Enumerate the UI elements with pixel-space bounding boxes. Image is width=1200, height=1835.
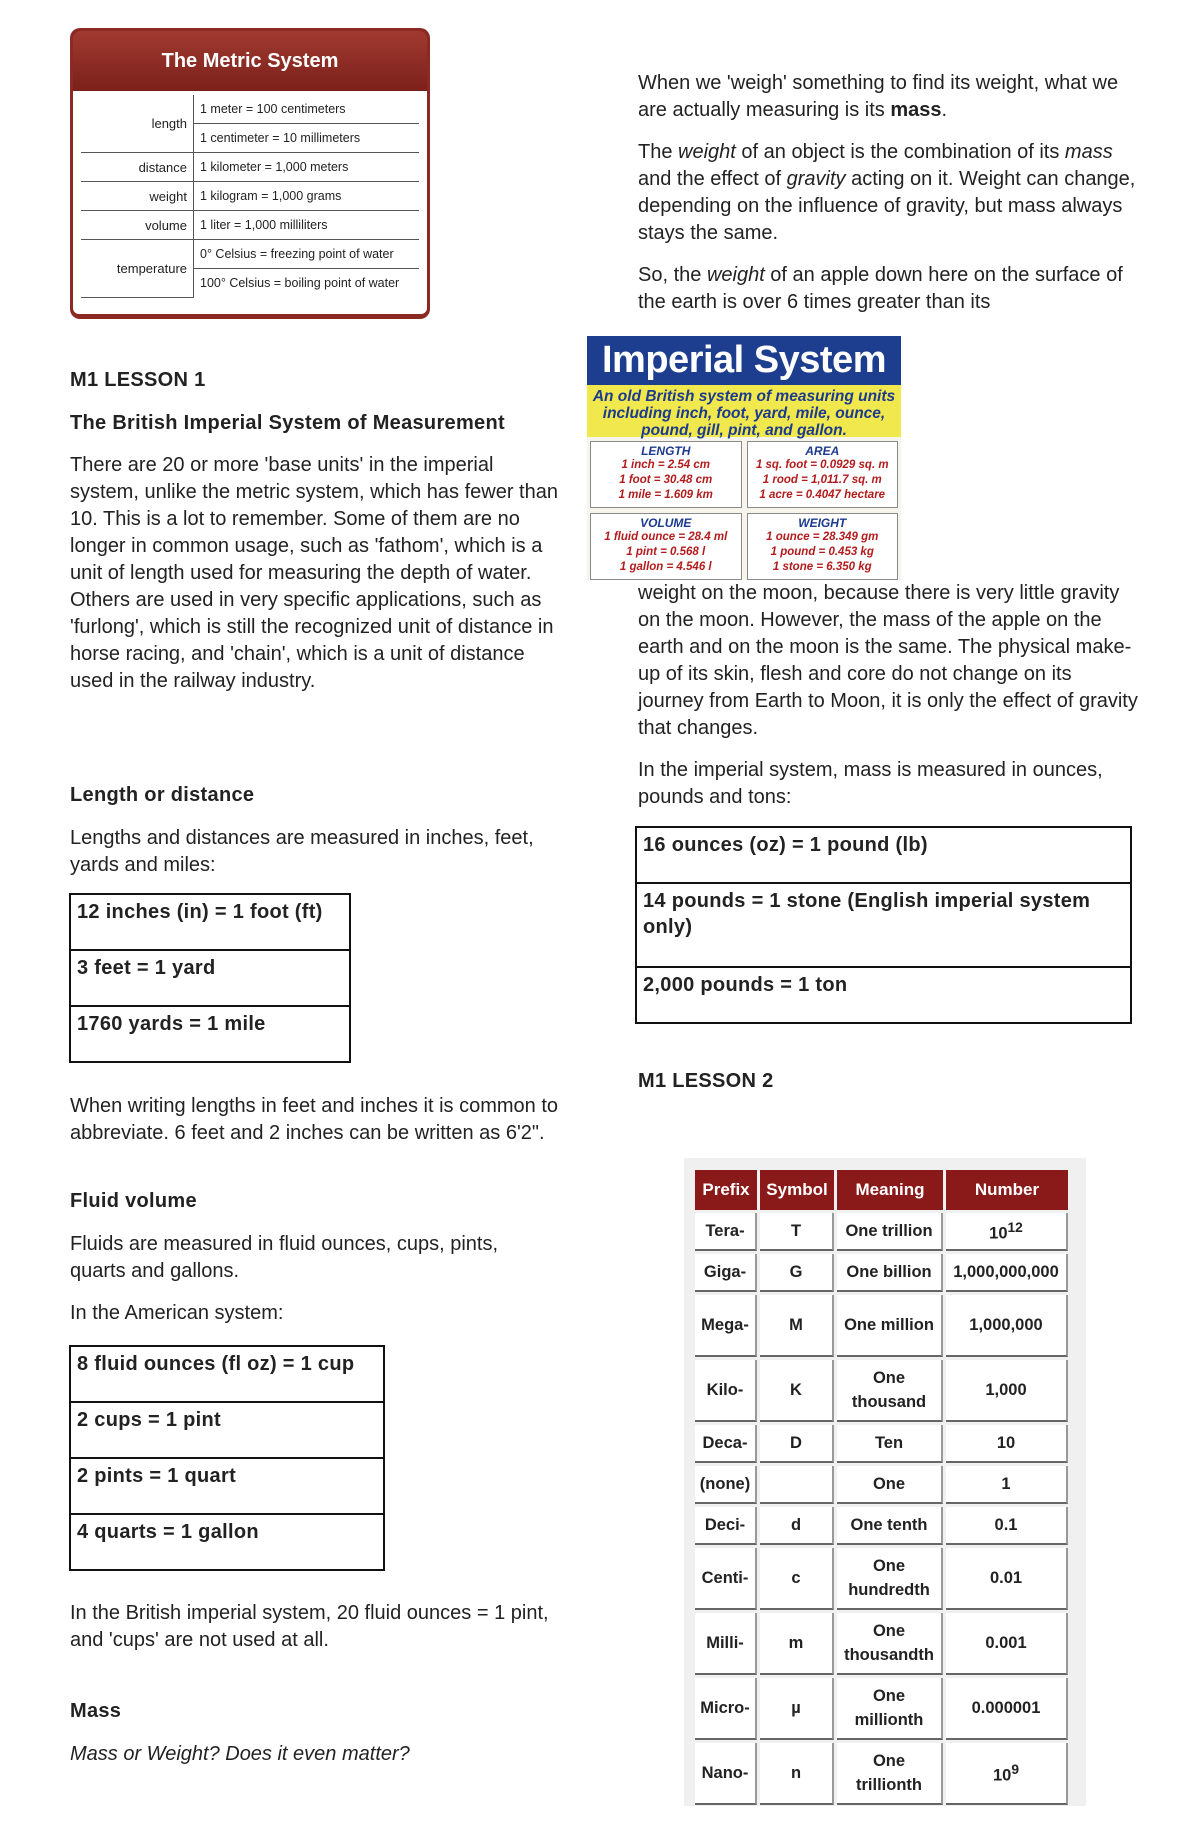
meaning-cell: One thousand bbox=[837, 1360, 943, 1422]
imperial-mass-text: In the imperial system, mass is measured in ounces, pounds and tons: bbox=[638, 759, 1103, 808]
metric-title: The Metric System bbox=[73, 31, 427, 91]
table-row bbox=[695, 1213, 1068, 1251]
metric-label: distance bbox=[81, 153, 194, 182]
symbol-cell: M bbox=[760, 1295, 834, 1357]
table-cell: 12 inches (in) = 1 foot (ft) bbox=[70, 894, 350, 950]
metric-value: 1 kilometer = 1,000 meters bbox=[194, 153, 420, 182]
weigh-paragraph: When we 'weigh' something to find its weight, what we are actually measuring is its mass. bbox=[638, 72, 1119, 121]
table-cell: 16 ounces (oz) = 1 pound (lb) bbox=[636, 827, 1131, 883]
cell-heading: LENGTH bbox=[641, 444, 691, 458]
metric-value: 0° Celsius = freezing point of water bbox=[194, 240, 420, 269]
apple-text: of an apple down here on the surface of the earth is over 6 times greater than its bbox=[638, 264, 1123, 313]
symbol-cell: D bbox=[760, 1425, 834, 1463]
meaning-cell: One million bbox=[837, 1295, 943, 1357]
column-header: Symbol bbox=[760, 1170, 834, 1210]
metric-row bbox=[81, 153, 419, 182]
british-text: In the British imperial system, 20 fluid ounces = 1 pint, and 'cups' are not used at all. bbox=[70, 1602, 549, 1651]
prefix-cell: Deca- bbox=[695, 1425, 757, 1463]
number-cell: 1 bbox=[946, 1466, 1068, 1504]
meaning-cell: One tenth bbox=[837, 1507, 943, 1545]
table-row bbox=[695, 1295, 1068, 1357]
meaning-cell: One trillion bbox=[837, 1213, 943, 1251]
number-exponent: 9 bbox=[1011, 1762, 1019, 1778]
number-exponent: 12 bbox=[1007, 1220, 1023, 1236]
cell-heading: AREA bbox=[805, 444, 840, 458]
apple-text: So, the bbox=[638, 264, 707, 286]
imperial-cell-area bbox=[747, 441, 899, 508]
prefix-table-image bbox=[684, 1158, 1086, 1806]
symbol-cell: µ bbox=[760, 1678, 834, 1740]
prefix-cell: Giga- bbox=[695, 1254, 757, 1292]
header-row bbox=[695, 1170, 1068, 1210]
metric-row bbox=[81, 95, 419, 124]
meaning-cell: One hundredth bbox=[837, 1548, 943, 1610]
prefix-cell: Milli- bbox=[695, 1613, 757, 1675]
imperial-system-image bbox=[587, 336, 901, 580]
length-heading: Length or distance bbox=[70, 784, 255, 806]
weight-text: of an object is the combination of its bbox=[735, 141, 1065, 163]
imperial-title: Imperial System bbox=[587, 336, 901, 385]
number-cell: 1,000,000 bbox=[946, 1295, 1068, 1357]
number-cell: 10 bbox=[946, 1425, 1068, 1463]
fluid-table bbox=[69, 1345, 385, 1571]
weight-em: weight bbox=[706, 264, 765, 286]
weight-paragraph bbox=[638, 139, 1138, 247]
symbol-cell: d bbox=[760, 1507, 834, 1545]
imperial-subtitle: An old British system of measuring units including inch, foot, yard, mile, ounce, pound, gill, pint, and gallon. bbox=[587, 385, 901, 437]
table-row bbox=[695, 1466, 1068, 1504]
weigh-text: When we 'weigh' something to find its weight, what we are actually measuring is its bbox=[638, 72, 1119, 121]
cell-line: 1 ounce = 28.349 gm bbox=[766, 531, 879, 543]
cell-line: 1 pound = 0.453 kg bbox=[770, 546, 874, 558]
metric-value: 1 centimeter = 10 millimeters bbox=[194, 124, 420, 153]
cell-line: 1 foot = 30.48 cm bbox=[619, 474, 713, 486]
symbol-cell bbox=[760, 1466, 834, 1504]
cell-line: 1 sq. foot = 0.0929 sq. m bbox=[755, 459, 889, 471]
number-base: 10 bbox=[992, 1766, 1012, 1785]
metric-table bbox=[81, 95, 419, 298]
table-cell: 8 fluid ounces (fl oz) = 1 cup bbox=[70, 1346, 384, 1402]
number-cell: 0.1 bbox=[946, 1507, 1068, 1545]
prefix-cell: Tera- bbox=[695, 1213, 757, 1251]
imperial-cell-weight bbox=[747, 513, 899, 580]
metric-row bbox=[81, 211, 419, 240]
table-row bbox=[695, 1254, 1068, 1292]
weight-em: weight bbox=[678, 141, 736, 163]
table-cell: 4 quarts = 1 gallon bbox=[70, 1514, 384, 1570]
intro-paragraph: There are 20 or more 'base units' in the imperial system, unlike the metric system, which has fewer than 10. This is a lot to remember. Some of them are no longer in common usage, such as 'fathom', which is a unit of length used for measuring the depth of water. Others are used in very specific applications, such as 'furlong', which is still the recognized unit of distance in horse racing, and 'chain', which is a unit of distance used in the railway industry. bbox=[70, 454, 558, 692]
number-cell: 0.000001 bbox=[946, 1678, 1068, 1740]
mass-table bbox=[635, 826, 1132, 1024]
length-text: Lengths and distances are measured in inches, feet, yards and miles: bbox=[70, 827, 534, 876]
metric-value: 1 liter = 1,000 milliliters bbox=[194, 211, 420, 240]
metric-label: temperature bbox=[81, 240, 194, 298]
meaning-cell: One trillionth bbox=[837, 1743, 943, 1805]
table-cell: 2,000 pounds = 1 ton bbox=[636, 967, 1131, 1023]
metric-system-image bbox=[70, 28, 430, 319]
prefix-cell: Kilo- bbox=[695, 1360, 757, 1422]
number-cell: 1,000 bbox=[946, 1360, 1068, 1422]
symbol-cell: T bbox=[760, 1213, 834, 1251]
moon-paragraph: weight on the moon, because there is very little gravity on the moon. However, the mass of the apple on the earth and on the moon is the same. The physical make-up of its skin, flesh and core do not change on its journey from Earth to Moon, it is only the effect of gravity that changes. bbox=[638, 582, 1138, 739]
cell-line: 1 fluid ounce = 28.4 ml bbox=[604, 531, 728, 543]
writing-text: When writing lengths in feet and inches it is common to abbreviate. 6 feet and 2 inches can be written as 6'2". bbox=[70, 1095, 559, 1144]
column-header: Number bbox=[946, 1170, 1068, 1210]
table-row bbox=[695, 1360, 1068, 1422]
table-row bbox=[695, 1507, 1068, 1545]
mass-em: mass bbox=[1064, 141, 1113, 163]
symbol-cell: n bbox=[760, 1743, 834, 1805]
symbol-cell: c bbox=[760, 1548, 834, 1610]
table-row bbox=[695, 1613, 1068, 1675]
meaning-cell: One thousandth bbox=[837, 1613, 943, 1675]
table-cell: 2 cups = 1 pint bbox=[70, 1402, 384, 1458]
imperial-cell-volume bbox=[590, 513, 742, 580]
number-cell: 1,000,000,000 bbox=[946, 1254, 1068, 1292]
cell-line: 1 inch = 2.54 cm bbox=[621, 459, 711, 471]
metric-row bbox=[81, 240, 419, 269]
cell-line: 1 gallon = 4.546 l bbox=[619, 561, 712, 573]
meaning-cell: One bbox=[837, 1466, 943, 1504]
symbol-cell: K bbox=[760, 1360, 834, 1422]
cell-line: 1 pint = 0.568 l bbox=[626, 546, 706, 558]
symbol-cell: m bbox=[760, 1613, 834, 1675]
cell-line: 1 mile = 1.609 km bbox=[618, 489, 713, 501]
prefix-cell: Deci- bbox=[695, 1507, 757, 1545]
lesson2-title: M1 LESSON 2 bbox=[638, 1070, 774, 1092]
number-cell: 0.01 bbox=[946, 1548, 1068, 1610]
table-cell: 3 feet = 1 yard bbox=[70, 950, 350, 1006]
table-cell: 1760 yards = 1 mile bbox=[70, 1006, 350, 1062]
cell-line: 1 rood = 1,011.7 sq. m bbox=[762, 474, 882, 486]
table-cell: 2 pints = 1 quart bbox=[70, 1458, 384, 1514]
table-cell: 14 pounds = 1 stone (English imperial system only) bbox=[636, 883, 1131, 967]
number-cell bbox=[946, 1213, 1068, 1251]
imperial-heading: The British Imperial System of Measurement bbox=[70, 412, 505, 434]
metric-label: length bbox=[81, 95, 194, 153]
prefix-table bbox=[692, 1167, 1071, 1808]
number-cell bbox=[946, 1743, 1068, 1805]
table-row bbox=[695, 1678, 1068, 1740]
table-row bbox=[695, 1743, 1068, 1805]
meaning-cell: Ten bbox=[837, 1425, 943, 1463]
meaning-cell: One billion bbox=[837, 1254, 943, 1292]
column-header: Meaning bbox=[837, 1170, 943, 1210]
metric-label: volume bbox=[81, 211, 194, 240]
prefix-cell: Micro- bbox=[695, 1678, 757, 1740]
mass-heading: Mass bbox=[70, 1700, 122, 1722]
column-header: Prefix bbox=[695, 1170, 757, 1210]
cell-line: 1 stone = 6.350 kg bbox=[772, 561, 872, 573]
metric-value: 1 meter = 100 centimeters bbox=[194, 95, 420, 124]
number-base: 10 bbox=[989, 1224, 1008, 1243]
cell-heading: WEIGHT bbox=[798, 516, 847, 530]
length-table bbox=[69, 893, 351, 1063]
prefix-cell: Mega- bbox=[695, 1295, 757, 1357]
meaning-cell: One millionth bbox=[837, 1678, 943, 1740]
american-text: In the American system: bbox=[70, 1302, 284, 1324]
imperial-cell-length bbox=[590, 441, 742, 508]
table-row bbox=[695, 1548, 1068, 1610]
metric-row bbox=[81, 182, 419, 211]
metric-label: weight bbox=[81, 182, 194, 211]
gravity-em: gravity bbox=[786, 168, 846, 190]
prefix-cell: (none) bbox=[695, 1466, 757, 1504]
weight-text: acting on it. Weight can change, depending on the influence of gravity, but mass always stays the same. bbox=[638, 168, 1136, 244]
number-cell: 0.001 bbox=[946, 1613, 1068, 1675]
fluid-heading: Fluid volume bbox=[70, 1190, 197, 1212]
lesson1-title: M1 LESSON 1 bbox=[70, 369, 206, 391]
metric-value: 100° Celsius = boiling point of water bbox=[200, 276, 400, 290]
mass-question: Mass or Weight? Does it even matter? bbox=[70, 1743, 410, 1765]
prefix-cell: Centi- bbox=[695, 1548, 757, 1610]
table-row bbox=[695, 1425, 1068, 1463]
fluid-text: Fluids are measured in fluid ounces, cups, pints, quarts and gallons. bbox=[70, 1233, 498, 1282]
apple-paragraph bbox=[638, 262, 1138, 316]
weight-text: The bbox=[638, 141, 679, 163]
metric-value: 1 kilogram = 1,000 grams bbox=[194, 182, 420, 211]
weight-text: and the effect of bbox=[638, 168, 787, 190]
cell-line: 1 acre = 0.4047 hectare bbox=[759, 489, 886, 501]
cell-heading: VOLUME bbox=[640, 516, 692, 530]
mass-bold: mass bbox=[890, 99, 942, 121]
symbol-cell: G bbox=[760, 1254, 834, 1292]
prefix-cell: Nano- bbox=[695, 1743, 757, 1805]
